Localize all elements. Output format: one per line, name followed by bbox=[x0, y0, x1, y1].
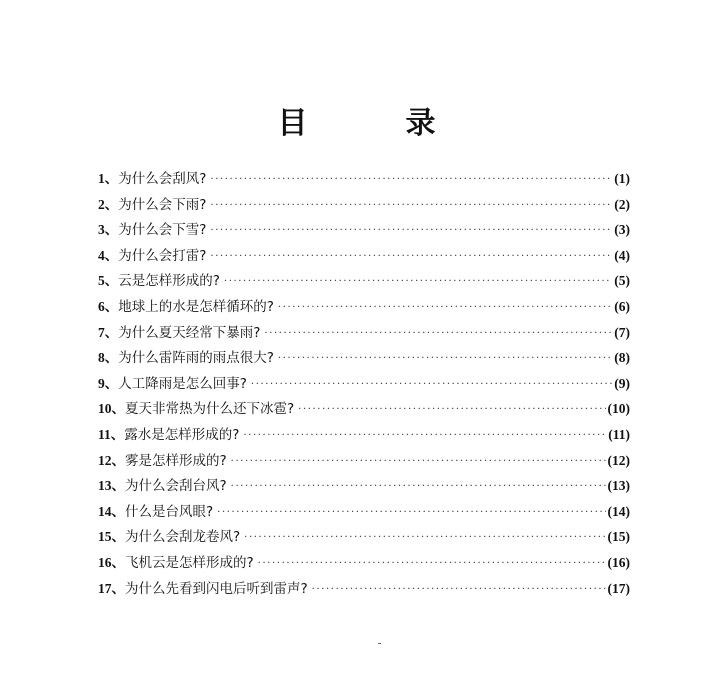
entry-page-number: (15) bbox=[607, 529, 630, 545]
dot-leader bbox=[278, 295, 612, 321]
entry-page-number: (5) bbox=[614, 273, 630, 289]
entry-title: 为什么会下雪? bbox=[118, 222, 207, 239]
entry-title: 为什么会打雷? bbox=[118, 247, 207, 264]
entry-number: 11、 bbox=[98, 426, 125, 442]
toc-entry bbox=[98, 371, 630, 397]
table-of-contents bbox=[98, 166, 630, 601]
dot-leader bbox=[210, 193, 612, 219]
dot-leader bbox=[278, 346, 612, 372]
dot-leader bbox=[312, 577, 606, 603]
dot-leader bbox=[243, 423, 606, 449]
entry-page-number: (9) bbox=[614, 375, 630, 391]
dot-leader bbox=[217, 500, 605, 526]
entry-number: 15、 bbox=[98, 529, 125, 545]
entry-number: 8、 bbox=[98, 350, 119, 366]
toc-entry bbox=[98, 396, 630, 422]
toc-entry bbox=[98, 524, 630, 550]
toc-entry bbox=[98, 320, 630, 346]
toc-entry bbox=[98, 294, 630, 320]
dot-leader bbox=[264, 321, 612, 347]
entry-page-number: (6) bbox=[614, 298, 630, 314]
toc-entry bbox=[98, 422, 630, 448]
dot-leader bbox=[258, 551, 606, 577]
entry-title: 什么是台风眼? bbox=[125, 503, 214, 520]
toc-entry bbox=[98, 217, 630, 243]
entry-number: 16、 bbox=[98, 554, 125, 570]
dot-leader bbox=[210, 244, 612, 270]
dot-leader bbox=[298, 397, 605, 423]
entry-title: 夏天非常热为什么还下冰雹? bbox=[125, 401, 295, 418]
entry-number: 1、 bbox=[98, 171, 119, 186]
entry-page-number: (1) bbox=[614, 171, 630, 186]
entry-page-number: (13) bbox=[607, 478, 630, 494]
toc-entry bbox=[98, 473, 630, 499]
dot-leader bbox=[210, 167, 612, 193]
toc-entry bbox=[98, 192, 630, 218]
entry-title: 地球上的水是怎样循环的? bbox=[118, 298, 274, 315]
entry-page-number: (10) bbox=[607, 401, 630, 417]
entry-number: 4、 bbox=[98, 247, 119, 263]
entry-number: 7、 bbox=[98, 324, 119, 340]
toc-entry bbox=[98, 166, 630, 192]
dot-leader bbox=[210, 218, 612, 244]
entry-number: 13、 bbox=[98, 478, 125, 494]
entry-page-number: (8) bbox=[614, 350, 630, 366]
entry-number: 3、 bbox=[98, 222, 119, 238]
entry-title: 为什么会刮龙卷风? bbox=[125, 529, 241, 546]
entry-title: 为什么会刮风? bbox=[118, 171, 207, 187]
entry-title: 为什么会刮台风? bbox=[125, 478, 227, 495]
entry-title: 露水是怎样形成的? bbox=[124, 426, 240, 443]
entry-page-number: (11) bbox=[608, 426, 630, 442]
entry-title: 为什么夏天经常下暴雨? bbox=[118, 324, 261, 341]
entry-number: 9、 bbox=[98, 375, 119, 391]
entry-number: 5、 bbox=[98, 273, 119, 289]
entry-page-number: (3) bbox=[614, 222, 630, 238]
entry-page-number: (2) bbox=[614, 196, 630, 212]
entry-number: 10、 bbox=[98, 401, 125, 417]
entry-number: 17、 bbox=[98, 580, 125, 596]
dot-leader bbox=[251, 372, 612, 398]
entry-number: 12、 bbox=[98, 452, 125, 468]
entry-page-number: (16) bbox=[607, 554, 630, 570]
dot-leader bbox=[224, 269, 612, 295]
entry-page-number: (12) bbox=[607, 452, 630, 468]
entry-title: 为什么会下雨? bbox=[118, 196, 207, 213]
entry-page-number: (4) bbox=[614, 247, 630, 263]
toc-entry bbox=[98, 550, 630, 576]
entry-page-number: (14) bbox=[607, 503, 630, 519]
toc-entry bbox=[98, 268, 630, 294]
toc-entry bbox=[98, 576, 630, 602]
entry-title: 云是怎样形成的? bbox=[118, 273, 220, 290]
page-mark bbox=[378, 643, 381, 644]
toc-entry bbox=[98, 499, 630, 525]
entry-title: 雾是怎样形成的? bbox=[125, 452, 227, 469]
toc-entry bbox=[98, 448, 630, 474]
entry-page-number: (17) bbox=[607, 580, 630, 596]
entry-number: 14、 bbox=[98, 503, 125, 519]
entry-title: 人工降雨是怎么回事? bbox=[118, 375, 247, 392]
dot-leader bbox=[231, 449, 606, 475]
entry-title: 为什么先看到闪电后听到雷声? bbox=[125, 580, 308, 597]
page-title: 目 录 bbox=[277, 106, 470, 141]
entry-number: 6、 bbox=[98, 298, 119, 314]
entry-page-number: (7) bbox=[614, 324, 630, 340]
toc-entry bbox=[98, 345, 630, 371]
entry-title: 飞机云是怎样形成的? bbox=[125, 554, 254, 571]
dot-leader bbox=[244, 525, 605, 551]
entry-number: 2、 bbox=[98, 196, 119, 212]
dot-leader bbox=[231, 474, 606, 500]
toc-entry bbox=[98, 243, 630, 269]
entry-title: 为什么雷阵雨的雨点很大? bbox=[118, 350, 274, 367]
